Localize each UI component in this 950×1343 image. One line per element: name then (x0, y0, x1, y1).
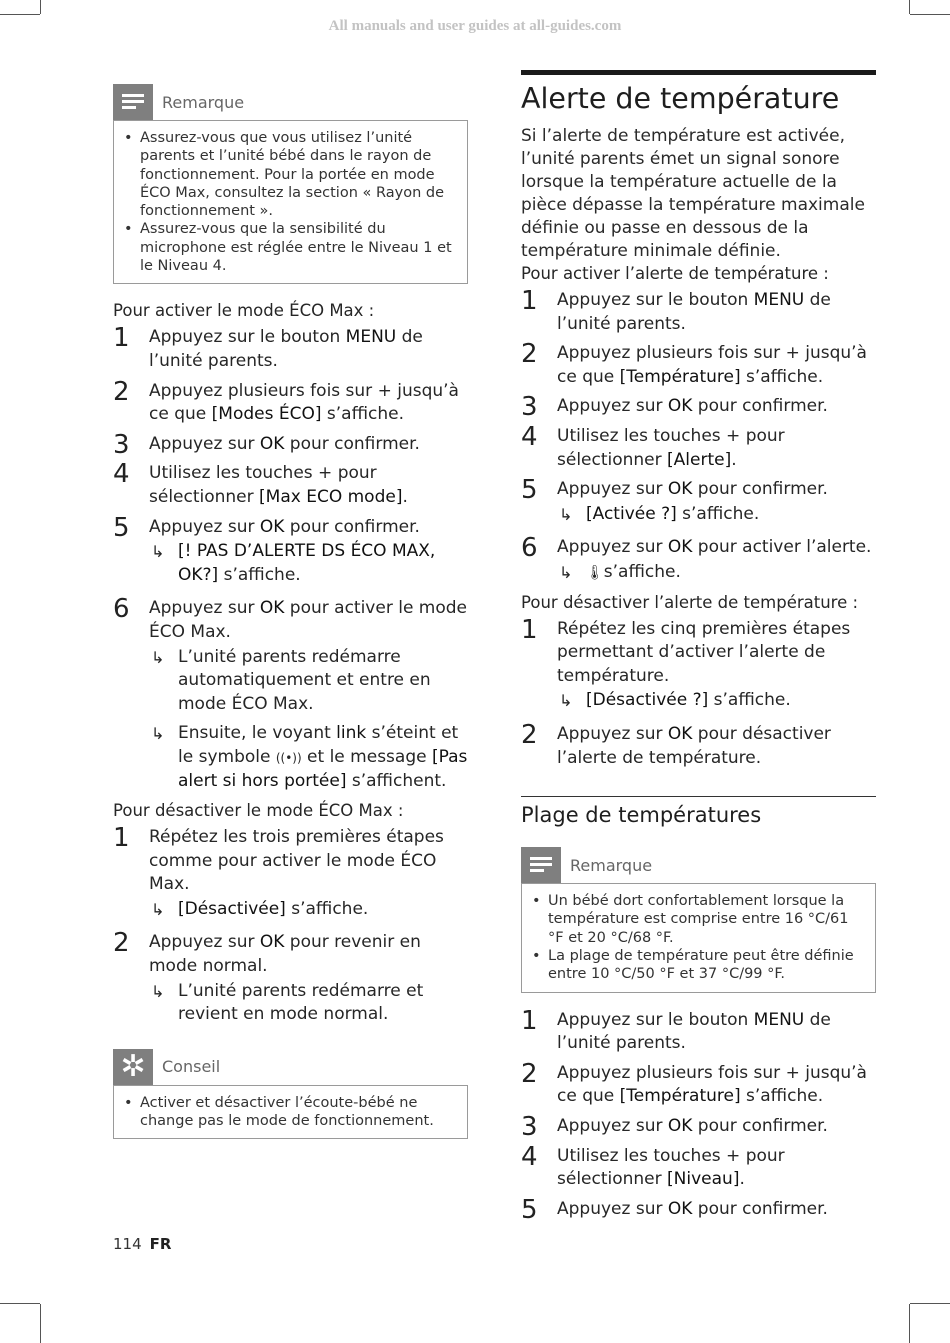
note-icon (113, 84, 153, 120)
language-code: FR (149, 1235, 172, 1253)
key-label: OK (259, 433, 285, 454)
right-column (521, 70, 876, 1227)
page-number: 114 (113, 1235, 142, 1253)
crop-mark (909, 1304, 910, 1343)
screen-label: [Max ECO mode] (259, 486, 403, 507)
key-label: OK (667, 723, 693, 744)
step-number: 3 (113, 429, 130, 460)
crop-mark (909, 0, 910, 14)
step-result: ↳ L’unité parents redémarre automatiquement et entre en mode ÉCO Max. (149, 646, 468, 717)
key-label: OK (667, 537, 693, 558)
step-number: 4 (521, 421, 538, 452)
key-label: OK (667, 1198, 693, 1219)
subsection-title: Plage de températures (521, 803, 762, 828)
key-label: MENU (753, 1009, 805, 1030)
step-number: 2 (113, 928, 130, 959)
note-box (113, 84, 468, 284)
section-heading: Pour désactiver l’alerte de température : (521, 592, 859, 612)
key-label: OK (667, 396, 693, 417)
key-label: OK (667, 1115, 693, 1136)
crop-mark (0, 14, 40, 15)
screen-label: [Température] (619, 1086, 741, 1107)
note-item: • Assurez-vous que la sensibilité du microphone est réglée entre le Niveau 1 et le Niveau 4. (123, 220, 457, 275)
watermark: All manuals and user guides at all-guides.com (328, 18, 622, 34)
step: 1 Répétez les trois premières étapes comme pour activer le mode ÉCO Max. ↳ [Désactivée] s’affiche. (113, 826, 468, 921)
step-number: 5 (521, 475, 538, 506)
tip-item: • Activer et désactiver l’écoute-bébé ne change pas le mode de fonctionnement. (123, 1094, 457, 1131)
step: 1 Appuyez sur le bouton MENU de l’unité parents. (113, 323, 423, 371)
note-title: Remarque (570, 855, 653, 875)
step-number: 5 (521, 1194, 538, 1225)
step-number: 6 (113, 594, 130, 625)
key-label: MENU (753, 290, 805, 310)
step-number: 6 (521, 533, 538, 564)
step: 2 Appuyez plusieurs fois sur + jusqu’à ce que [Modes ÉCO] s’affiche. (113, 376, 459, 425)
step-result: ↳ L’unité parents redémarre et revient en mode normal. (149, 980, 468, 1027)
step-number: 3 (521, 392, 538, 423)
section-heading: Pour désactiver le mode ÉCO Max : (113, 801, 404, 821)
step: 1 Répétez les cinq premières étapes permettant d’activer l’alerte de température. ↳ [Désactivée ?] s’affiche. (521, 618, 876, 713)
step-result: ↳ Ensuite, le voyant link s’éteint et le symbole ((•)) et le message [Pas alert si hors portée] s’affichent. (149, 722, 468, 794)
step: 1 Appuyez sur le bouton MENU de l’unité parents. (521, 286, 831, 334)
step-number: 4 (521, 1141, 538, 1172)
step: 2 Appuyez sur OK pour revenir en mode normal. ↳ L’unité parents redémarre et revient en mode normal. (113, 931, 468, 1026)
step-number: 4 (113, 459, 130, 490)
key-label: OK (667, 479, 693, 500)
step: 4 Utilisez les touches + pour sélectionner [Max ECO mode]. (113, 459, 408, 507)
tip-icon: ✲ (113, 1049, 153, 1085)
crop-mark (910, 14, 950, 15)
page-footer (113, 1235, 171, 1253)
crop-mark (40, 1304, 41, 1343)
note-box (521, 847, 876, 992)
screen-label: [Température] (619, 366, 741, 387)
screen-label: [Alerte] (667, 449, 732, 470)
step-number: 3 (521, 1111, 538, 1142)
step: 3 Appuyez sur OK pour confirmer. (113, 429, 420, 460)
step-number: 2 (521, 339, 538, 370)
left-column (113, 84, 468, 1139)
step: 1 Appuyez sur le bouton MENU de l’unité parents. (521, 1005, 831, 1054)
step-result: ↳ [! PAS D’ALERTE DS ÉCO MAX, OK?] s’affiche. (149, 540, 468, 587)
note-item: • Assurez-vous que vous utilisez l’unité parents et l’unité bébé dans le rayon de fonctionnement. Pour la portée en mode ÉCO Max, consultez la section « Rayon de fonctionnement ». (123, 129, 457, 220)
section-heading: Pour activer le mode ÉCO Max : (113, 301, 375, 321)
note-title: Remarque (162, 92, 245, 112)
screen-label: [Modes ÉCO] (211, 404, 322, 425)
thermometer-icon: 🌡 (586, 564, 604, 581)
note-item: • Un bébé dort confortablement lorsque la température est comprise entre 16 °C/61 °F et 20 °C/68 °F. (531, 892, 865, 947)
step: 5 Appuyez sur OK pour confirmer. ↳ [! PAS D’ALERTE DS ÉCO MAX, OK?] s’affiche. (113, 516, 468, 588)
crop-mark (0, 1303, 40, 1304)
step-result: ↳ [Désactivée ?] s’affiche. (557, 689, 876, 713)
section-title: Alerte de température (521, 82, 840, 115)
step: 2 Appuyez plusieurs fois sur + jusqu’à ce que [Température] s’affiche. (521, 1058, 867, 1107)
crop-mark (910, 1303, 950, 1304)
step-number: 2 (521, 719, 538, 750)
tip-box (113, 1049, 468, 1140)
step: 2 Appuyez sur OK pour désactiver l’alerte de température. (521, 719, 831, 768)
step-number: 1 (521, 286, 538, 316)
step-number: 2 (113, 376, 130, 407)
note-icon (521, 847, 561, 883)
step-number: 1 (521, 1005, 538, 1036)
step: 4 Utilisez les touches + pour sélectionner [Niveau]. (521, 1141, 785, 1190)
step-number: 1 (113, 323, 130, 354)
section-rule (521, 70, 876, 75)
key-label: OK (259, 932, 285, 953)
key-label: MENU (345, 327, 397, 348)
step: 5 Appuyez sur OK pour confirmer. (521, 1194, 828, 1225)
step: 3 Appuyez sur OK pour confirmer. (521, 1111, 828, 1142)
section-heading: Pour activer l’alerte de température : (521, 264, 829, 283)
crop-mark (40, 0, 41, 14)
screen-label: [Niveau] (667, 1169, 740, 1190)
step: 4 Utilisez les touches + pour sélectionner [Alerte]. (521, 421, 785, 470)
out-of-range-icon: ((•)) (275, 750, 302, 765)
step-result: ↳ [Activée ?] s’affiche. (557, 503, 876, 527)
step-result: ↳ 🌡s’affiche. (557, 561, 876, 586)
step-number: 1 (521, 614, 538, 645)
key-label: OK (259, 516, 285, 537)
step-number: 5 (113, 512, 130, 543)
note-item: • La plage de température peut être définie entre 10 °C/50 °F et 37 °C/99 °F. (531, 947, 865, 984)
key-label: OK (259, 598, 285, 619)
step-result: ↳ [Désactivée] s’affiche. (149, 898, 468, 922)
section-rule (521, 796, 876, 797)
step-number: 1 (113, 823, 130, 854)
step: 5 Appuyez sur OK pour confirmer. ↳ [Activée ?] s’affiche. (521, 478, 876, 526)
intro-paragraph: Si l’alerte de température est activée, l’unité parents émet un signal sonore lorsque la température actuelle de la pièce dépasse la température maximale définie ou passe en dessous de la température minimale définie. (521, 126, 865, 261)
step: 6 Appuyez sur OK pour activer le mode ÉCO Max. ↳ L’unité parents redémarre automatiquement et entre en mode ÉCO Max. ↳ Ensuite, le voyant link s’éteint et le symbole ((•)) et le message [Pas alert si hors portée] s’affichent. (113, 597, 468, 794)
step-number: 2 (521, 1058, 538, 1089)
step: 6 Appuyez sur OK pour activer l’alerte. ↳ 🌡s’affiche. (521, 536, 876, 585)
step: 3 Appuyez sur OK pour confirmer. (521, 392, 828, 423)
step: 2 Appuyez plusieurs fois sur + jusqu’à ce que [Température] s’affiche. (521, 339, 867, 387)
tip-title: Conseil (162, 1057, 221, 1077)
